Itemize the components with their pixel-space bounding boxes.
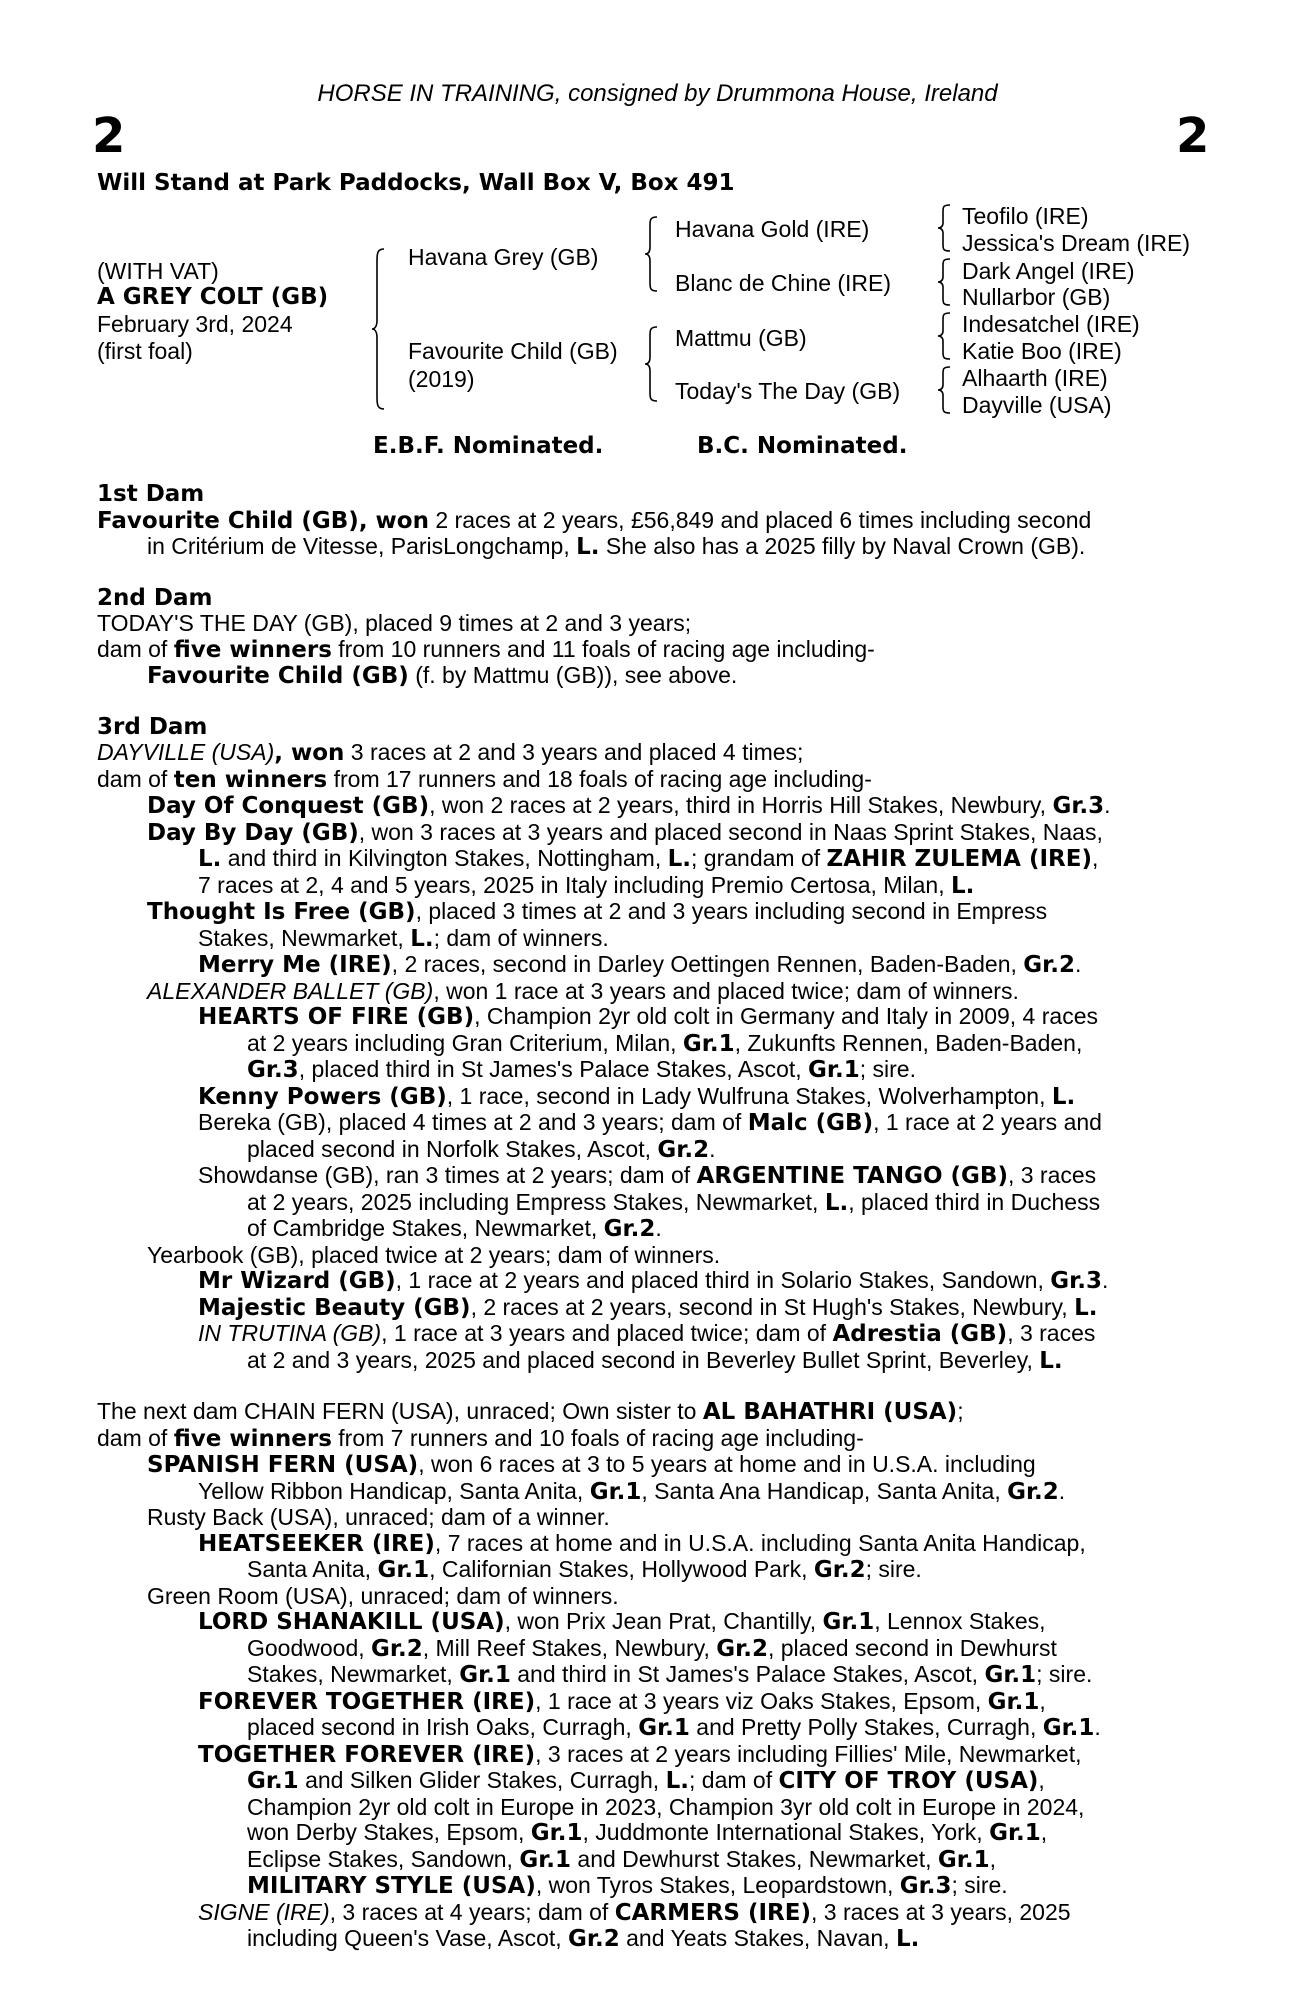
pedigree-dam-sire: Mattmu (GB) (675, 325, 807, 351)
pedigree-sire: Havana Grey (GB) (408, 244, 599, 270)
stand-location: Will Stand at Park Paddocks, Wall Box V, Box 491 (97, 170, 735, 196)
pedigree-bracket-sd (938, 258, 952, 306)
bc-nomination: B.C. Nominated. (697, 433, 908, 459)
second-dam-heading: 2nd Dam (97, 584, 213, 611)
pedigree-sire-dam: Blanc de Chine (IRE) (675, 270, 892, 296)
pedigree-bracket-main (372, 248, 386, 410)
first-dam-name: Favourite Child (GB) (97, 507, 359, 534)
first-dam-heading: 1st Dam (97, 481, 205, 507)
page-header: HORSE IN TRAINING, consigned by Drummona House, Ireland (317, 80, 998, 107)
pedigree-dam-year: (2019) (408, 366, 475, 392)
pedigree-bracket-sire (645, 216, 659, 292)
pedigree-bracket-dd (938, 366, 952, 414)
pedigree-dam-dam: Today's The Day (GB) (675, 378, 901, 404)
pedigree-sds: Dark Angel (IRE) (962, 258, 1135, 284)
pedigree-bracket-ss (938, 204, 952, 252)
pedigree-dsd: Katie Boo (IRE) (962, 338, 1122, 364)
foaling-date: February 3rd, 2024 (97, 311, 293, 337)
pedigree-dds: Alhaarth (IRE) (962, 365, 1108, 391)
pedigree-sire-sire: Havana Gold (IRE) (675, 216, 870, 242)
lot-number-left: 2 (92, 108, 126, 164)
horse-name: A GREY COLT (GB) (97, 284, 329, 310)
pedigree-bracket-ds (938, 312, 952, 360)
pedigree-ssd: Jessica's Dream (IRE) (962, 230, 1191, 256)
pedigree-sss: Teofilo (IRE) (962, 203, 1089, 229)
second-dam-line: TODAY'S THE DAY (GB), placed 9 times at 2 and 3 years; (97, 610, 692, 636)
ebf-nomination: E.B.F. Nominated. (373, 433, 604, 459)
pedigree-sdd: Nullarbor (GB) (962, 284, 1111, 310)
catalogue-body: 1st Dam Favourite Child (GB), won 2 races at 2 years, £56,849 and placed 6 times including second in Critérium de Vitesse, ParisLongchamp, L. She also has a 2025 filly by Naval Crown (GB). 2nd Dam TODAY'S THE DAY (GB), placed 9 times at 2 and 3 years; dam of five winners from 10 runners and 11 foals of racing age including- Favourite Child (GB) (f. by Mattmu (GB)), see above. 3rd Dam DAYVILLE (USA), won 3 races at 2 and 3 years and placed 4 times; dam of ten winners from 17 runners and 18 foals of racing age including- Day Of Conquest (GB), won 2 races at 2 years, third in Horris Hill Stakes, Newbury, Gr.3. Day By Day (GB), won 3 races at 3 years and placed second in Naas Sprint Stakes, Naas, L. and third in Kilvington Stakes, Nottingham, L.; grandam of ZAHIR ZULEMA (IRE), 7 races at 2, 4 and 5 years, 2025 in Italy including Premio Certosa, Milan, L. Thought Is Free (GB), placed 3 times at 2 and 3 years including second in Empress Stakes, Newmarket, L.; dam of winners. Merry Me (IRE), 2 races, second in Darley Oettingen Rennen, Baden-Baden, Gr.2. ALEXANDER BALLET (GB), won 1 race at 3 years and placed twice; dam of winners. HEARTS OF FIRE (GB), Champion 2yr old colt in Germany and Italy in 2009, 4 races at 2 years including Gran Criterium, Milan, Gr.1, Zukunfts Rennen, Baden-Baden, Gr.3, placed third in St James's Palace Stakes, Ascot, Gr.1; sire. Kenny Powers (GB), 1 race, second in Lady Wulfruna Stakes, Wolverhampton, L. Bereka (GB), placed 4 times at 2 and 3 years; dam of Malc (GB), 1 race at 2 years and placed second in Norfolk Stakes, Ascot, Gr.2. Showdanse (GB), ran 3 times at 2 years; dam of ARGENTINE TANGO (GB), 3 races at 2 years, 2025 including Empress Stakes, Newmarket, L., placed third in Duchess of Cambridge Stakes, Newmarket, Gr.2. Yearbook (GB), placed twice at 2 years; dam of winners. Mr Wizard (GB), 1 race at 2 years and placed third in Solario Stakes, Sandown, Gr.3. Majestic Beauty (GB), 2 races at 2 years, second in St Hugh's Stakes, Newbury, L. IN TRUTINA (GB), 1 race at 3 years and placed twice; dam of Adrestia (GB), 3 races at 2 and 3 years, 2025 and placed second in Beverley Bullet Sprint, Beverley, L. The next dam CHAIN FERN (USA), unraced; Own sister to AL BAHATHRI (USA); dam of five winners from 7 runners and 10 foals of racing age including- SPANISH FERN (USA), won 6 races at 3 to 5 years at home and in U.S.A. including Yellow Ribbon Handicap, Santa Anita, Gr.1, Santa Ana Handicap, Santa Anita, Gr.2. Rusty Back (USA), unraced; dam of a winner. HEATSEEKER (IRE), 7 races at home and in U.S.A. including Santa Anita Handicap, Santa Anita, Gr.1, Californian Stakes, Hollywood Park, Gr.2; sire. Green Room (USA), unraced; dam of winners. LORD SHANAKILL (USA), won Prix Jean Prat, Chantilly, Gr.1, Lennox Stakes, Goodwood, Gr.2, Mill Reef Stakes, Newbury, Gr.2, placed second in Dewhurst Stakes, Newmarket, Gr.1 and third in St James's Palace Stakes, Ascot, Gr.1; sire. FOREVER TOGETHER (IRE), 1 race at 3 years viz Oaks Stakes, Epsom, Gr.1, placed second in Irish Oaks, Curragh, Gr.1 and Pretty Polly Stakes, Curragh, Gr.1. TOGETHER FOREVER (IRE), 3 races at 2 years including Fillies' Mile, Newmarket, Gr.1 and Silken Glider Stakes, Curragh, L.; dam of CITY OF TROY (USA), Champion 2yr old colt in Europe in 2023, Champion 3yr old colt in Europe in 2024, won Derby Stakes, Epsom, Gr.1, Juddmonte International Stakes, York, Gr.1, Eclipse Stakes, Sandown, Gr.1 and Dewhurst Stakes, Newmarket, Gr.1, MILITARY STYLE (USA), won Tyros Stakes, Leopardstown, Gr.3; sire. SIGNE (IRE), 3 races at 4 years; dam of CARMERS (IRE), 3 races at 3 years, 2025 including Queen's Vase, Ascot, Gr.2 and Yeats Stakes, Navan, L. (97, 482, 1203, 1953)
pedigree-dss: Indesatchel (IRE) (962, 311, 1140, 337)
pedigree-ddd: Dayville (USA) (962, 392, 1112, 418)
third-dam-heading: 3rd Dam (97, 713, 208, 740)
lot-number-right: 2 (1176, 108, 1210, 164)
pedigree-bracket-dam (645, 326, 659, 402)
vat-note: (WITH VAT) (97, 258, 219, 284)
foal-note: (first foal) (97, 338, 193, 364)
pedigree-dam: Favourite Child (GB) (408, 338, 618, 364)
